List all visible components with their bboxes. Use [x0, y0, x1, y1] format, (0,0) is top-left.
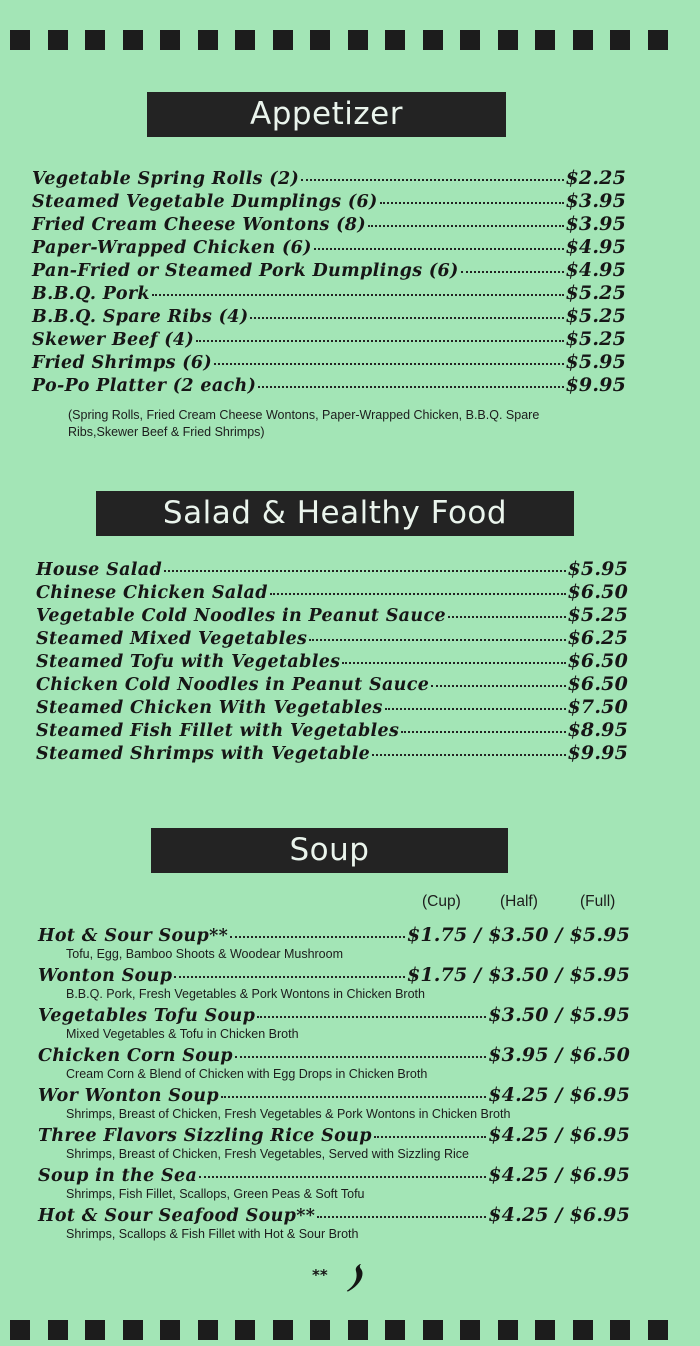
- item-name: Pan-Fried or Steamed Pork Dumplings (6): [32, 261, 459, 281]
- leader-dots: [342, 662, 565, 664]
- border-square: [48, 30, 68, 50]
- leader-dots: [270, 593, 566, 595]
- item-price: $9.95: [565, 374, 626, 396]
- item-name: Vegetables Tofu Soup: [38, 1006, 256, 1026]
- leader-dots: [235, 1056, 486, 1058]
- item-name: Steamed Vegetable Dumplings (6): [32, 192, 378, 212]
- item-price: $4.25 / $6.95: [488, 1204, 630, 1226]
- item-price: $6.50: [567, 581, 628, 603]
- border-square: [498, 30, 518, 50]
- border-square: [348, 30, 368, 50]
- border-square: [498, 1320, 518, 1340]
- border-square: [535, 1320, 555, 1340]
- menu-item: [32, 282, 626, 306]
- soup-item: [38, 1164, 630, 1188]
- soup-item: [38, 1044, 630, 1068]
- item-price: $3.95: [565, 190, 626, 212]
- item-name: Hot & Sour Soup**: [38, 926, 229, 946]
- menu-item: [32, 374, 626, 398]
- leader-dots: [317, 1216, 486, 1218]
- border-square: [273, 30, 293, 50]
- leader-dots: [374, 1136, 486, 1138]
- item-price: $5.25: [565, 305, 626, 327]
- soup-item: [38, 1004, 630, 1028]
- border-square: [10, 30, 30, 50]
- soup-item: [38, 964, 630, 988]
- item-price: $6.50: [567, 650, 628, 672]
- soup-description: Cream Corn & Blend of Chicken with Egg Drops in Chicken Broth: [66, 1067, 428, 1081]
- menu-item: [36, 627, 628, 651]
- leader-dots: [258, 386, 563, 388]
- border-square: [348, 1320, 368, 1340]
- item-name: Soup in the Sea: [38, 1166, 198, 1186]
- soup-description: Shrimps, Scallops & Fish Fillet with Hot & Sour Broth: [66, 1227, 359, 1241]
- leader-dots: [385, 708, 566, 710]
- item-price: $4.25 / $6.95: [488, 1164, 630, 1186]
- menu-item: [36, 604, 628, 628]
- item-name: Skewer Beef (4): [32, 330, 195, 350]
- soup-description: Shrimps, Breast of Chicken, Fresh Vegetables & Pork Wontons in Chicken Broth: [66, 1107, 511, 1121]
- menu-item: [32, 351, 626, 375]
- leader-dots: [199, 1176, 486, 1178]
- leader-dots: [368, 225, 564, 227]
- border-square: [235, 1320, 255, 1340]
- item-price: $1.75 / $3.50 / $5.95: [406, 924, 630, 946]
- menu-item: [36, 696, 628, 720]
- border-square: [123, 30, 143, 50]
- item-name: Steamed Mixed Vegetables: [36, 629, 308, 649]
- border-square: [610, 1320, 630, 1340]
- leader-dots: [431, 685, 565, 687]
- leader-dots: [164, 570, 565, 572]
- leader-dots: [401, 731, 565, 733]
- soup-description: B.B.Q. Pork, Fresh Vegetables & Pork Wontons in Chicken Broth: [66, 987, 425, 1001]
- border-square: [160, 30, 180, 50]
- item-name: Paper-Wrapped Chicken (6): [32, 238, 312, 258]
- border-square: [573, 1320, 593, 1340]
- soup-item: [38, 1084, 630, 1108]
- item-price: $5.25: [567, 604, 628, 626]
- soup-title: Soup: [289, 832, 370, 868]
- soup-description: Mixed Vegetables & Tofu in Chicken Broth: [66, 1027, 299, 1041]
- border-square: [573, 30, 593, 50]
- leader-dots: [174, 976, 405, 978]
- border-square: [160, 1320, 180, 1340]
- menu-item: [36, 558, 628, 582]
- salad-title: Salad & Healthy Food: [162, 495, 508, 531]
- menu-item: [32, 328, 626, 352]
- item-name: Wonton Soup: [38, 966, 173, 986]
- item-price: $4.95: [565, 236, 626, 258]
- item-price: $3.95: [565, 213, 626, 235]
- item-price: $5.95: [565, 351, 626, 373]
- decorative-square-border-top: [0, 30, 700, 52]
- item-price: $5.25: [565, 328, 626, 350]
- menu-item: [32, 213, 626, 237]
- item-name: B.B.Q. Pork: [32, 284, 150, 304]
- leader-dots: [257, 1016, 486, 1018]
- border-square: [48, 1320, 68, 1340]
- item-price: $8.95: [567, 719, 628, 741]
- soup-item: [38, 1124, 630, 1148]
- item-price: $4.25 / $6.95: [488, 1124, 630, 1146]
- leader-dots: [309, 639, 565, 641]
- border-square: [535, 30, 555, 50]
- leader-dots: [448, 616, 566, 618]
- leader-dots: [380, 202, 564, 204]
- leader-dots: [230, 936, 405, 938]
- item-name: Chicken Corn Soup: [38, 1046, 233, 1066]
- item-price: $5.25: [565, 282, 626, 304]
- item-price: $1.75 / $3.50 / $5.95: [406, 964, 630, 986]
- menu-item: [32, 259, 626, 283]
- soup-item: [38, 1204, 630, 1228]
- border-square: [123, 1320, 143, 1340]
- item-name: Chinese Chicken Salad: [36, 583, 268, 603]
- item-name: House Salad: [36, 560, 163, 580]
- soup-item: [38, 924, 630, 948]
- item-price: $7.50: [567, 696, 628, 718]
- appetizer-header: [147, 92, 506, 137]
- border-square: [235, 30, 255, 50]
- menu-item: [32, 190, 626, 214]
- platter-note: (Spring Rolls, Fried Cream Cheese Wontons, Paper-Wrapped Chicken, B.B.Q. Spare Ribs,Skewer Beef & Fried Shrimps): [68, 408, 540, 439]
- item-price: $3.50 / $5.95: [488, 1004, 630, 1026]
- full-column-label: (Full): [580, 893, 616, 910]
- item-price: $9.95: [567, 742, 628, 764]
- border-square: [198, 1320, 218, 1340]
- chili-pepper-icon: [343, 1262, 369, 1298]
- item-name: Vegetable Spring Rolls (2): [32, 169, 300, 189]
- leader-dots: [152, 294, 564, 296]
- item-name: Three Flavors Sizzling Rice Soup: [38, 1126, 372, 1146]
- item-name: B.B.Q. Spare Ribs (4): [32, 307, 249, 327]
- menu-item: [36, 581, 628, 605]
- soup-header: [151, 828, 508, 873]
- menu-item: [36, 673, 628, 697]
- item-name: Fried Cream Cheese Wontons (8): [32, 215, 366, 235]
- item-price: $6.50: [567, 673, 628, 695]
- leader-dots: [250, 317, 563, 319]
- menu-item: [36, 719, 628, 743]
- item-price: $4.25 / $6.95: [488, 1084, 630, 1106]
- border-square: [198, 30, 218, 50]
- item-price: $2.25: [565, 167, 626, 189]
- item-price: $5.95: [567, 558, 628, 580]
- decorative-square-border-bottom: [0, 1320, 700, 1342]
- item-name: Wor Wonton Soup: [38, 1086, 219, 1106]
- border-square: [385, 1320, 405, 1340]
- item-price: $6.25: [567, 627, 628, 649]
- border-square: [85, 30, 105, 50]
- border-square: [273, 1320, 293, 1340]
- border-square: [460, 30, 480, 50]
- item-name: Chicken Cold Noodles in Peanut Sauce: [36, 675, 430, 695]
- border-square: [648, 1320, 668, 1340]
- leader-dots: [461, 271, 564, 273]
- leader-dots: [372, 754, 565, 756]
- border-square: [423, 1320, 443, 1340]
- item-name: Hot & Sour Seafood Soup**: [38, 1206, 316, 1226]
- cup-column-label: (Cup): [422, 893, 461, 910]
- item-price: $4.95: [565, 259, 626, 281]
- item-name: Steamed Fish Fillet with Vegetables: [36, 721, 400, 741]
- leader-dots: [221, 1096, 486, 1098]
- border-square: [310, 30, 330, 50]
- border-square: [423, 30, 443, 50]
- soup-description: Shrimps, Breast of Chicken, Fresh Vegetables, Served with Sizzling Rice: [66, 1147, 469, 1161]
- border-square: [85, 1320, 105, 1340]
- menu-item: [32, 236, 626, 260]
- border-square: [648, 30, 668, 50]
- leader-dots: [301, 179, 563, 181]
- item-name: Steamed Chicken With Vegetables: [36, 698, 383, 718]
- item-price: $3.95 / $6.50: [488, 1044, 630, 1066]
- appetizer-title: Appetizer: [250, 96, 403, 132]
- item-name: Steamed Tofu with Vegetables: [36, 652, 341, 672]
- soup-description: Shrimps, Fish Fillet, Scallops, Green Peas & Soft Tofu: [66, 1187, 365, 1201]
- spicy-footnote-marker: **: [312, 1266, 328, 1284]
- border-square: [10, 1320, 30, 1340]
- border-square: [385, 30, 405, 50]
- salad-header: [96, 491, 574, 536]
- item-name: Fried Shrimps (6): [32, 353, 213, 373]
- menu-item: [36, 650, 628, 674]
- soup-description: Tofu, Egg, Bamboo Shoots & Woodear Mushroom: [66, 947, 344, 961]
- leader-dots: [314, 248, 564, 250]
- menu-item: [32, 167, 626, 191]
- border-square: [610, 30, 630, 50]
- item-name: Po-Po Platter (2 each): [32, 376, 257, 396]
- menu-item: [32, 305, 626, 329]
- menu-item: [36, 742, 628, 766]
- half-column-label: (Half): [500, 893, 538, 910]
- leader-dots: [196, 340, 563, 342]
- border-square: [310, 1320, 330, 1340]
- item-name: Vegetable Cold Noodles in Peanut Sauce: [36, 606, 446, 626]
- leader-dots: [214, 363, 563, 365]
- border-square: [460, 1320, 480, 1340]
- item-name: Steamed Shrimps with Vegetable: [36, 744, 371, 764]
